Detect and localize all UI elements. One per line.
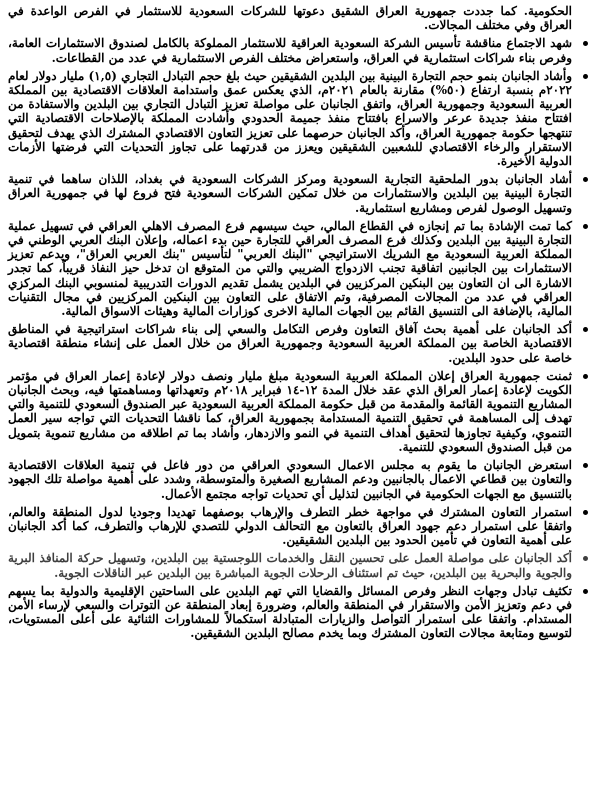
bullet-icon [583, 374, 588, 379]
list-item [8, 584, 592, 641]
bullet-icon [583, 224, 588, 229]
list-item-text: شهد الاجتماع مناقشة تأسيس الشركة السعودية العراقية للاستثمار المملوكة بالكامل لصندوق الاستثمارات العامة، وفرص بناء شراكات استثمارية في العراق، واستعراض مختلف الفرص الاستثمارية في عدد من القطاعات. [8, 36, 572, 65]
bullet-icon [583, 556, 588, 561]
list-item-text: أكد الجانبان على مواصلة العمل على تحسين النقل والخدمات اللوجستية بين البلدين، وتسهيل حركة المنافذ البرية والجوية والبحرية بين البلدين، حيث تم استئناف الرحلات الجوية المباشرة بين البلدين عبر الناقلات الجوية. [8, 551, 572, 580]
list-item-text: ثمنت جمهورية العراق إعلان المملكة العربية السعودية مبلغ مليار ونصف دولار لإعادة إعمار العراق في مؤتمر الكويت لإعادة إعمار العراق الذي عقد خلال المدة ١٢-١٤ فبراير ٢٠١٨م وتعهداتها ومساهمتها فيه، وبحث الجانبان المشاريع التنموية القائمة والمقدمة من قبل حكومة المملكة العربية السعودية عبر الصندوق السعودي للتنمية والتي تهدف إلى المساهمة في تحقيق التنمية المستدامة بجمهورية العراق، كما ناقشا التحديات التي تواجه سير العمل التنموي، وكيفية تجاوزها لتحقيق أهداف التنمية في النمو والازدهار، وأشاد بما تم اطلاقه من مشاريع تنموية بتمويل من قبل الصندوق السعودي للتنمية. [8, 368, 572, 454]
list-item [8, 36, 592, 64]
list-item [8, 505, 592, 548]
list-item [8, 551, 592, 579]
list-item-text: أكد الجانبان على أهمية بحث آفاق التعاون وفرص التكامل والسعي إلى بناء شراكات استراتيجية في المناطق الاقتصادية الخاصة بين المملكة العربية السعودية وجمهورية العراق من خلال العمل على إنشاء منطقة اقتصادية خاصة على حدود البلدين. [8, 322, 572, 365]
list-item [8, 369, 592, 454]
list-item [8, 219, 592, 318]
bullet-icon [583, 510, 588, 515]
bullet-icon [583, 74, 588, 79]
list-item [8, 322, 592, 365]
list-item [8, 69, 592, 168]
list-item-text: أشاد الجانبان بدور الملحقية التجارية السعودية ومركز الشركات السعودية في بغداد، اللذان ساهما في تنمية التجارة البينية بين البلدين والاستثمارات من خلال تمكين الشركات السعودية فتح فروع لها في جمهورية العراق وتسهيل الوصول لفرص ومشاريع استثمارية. [8, 172, 572, 215]
intro-paragraph: الحكومية. كما جددت جمهورية العراق الشقيق دعوتها للشركات السعودية للاستثمار في الفرص الواعدة في العراق وفي مختلف المجالات. [8, 4, 572, 33]
bullet-icon [583, 589, 588, 594]
bullet-icon [583, 177, 588, 182]
bullet-icon [583, 41, 588, 46]
list-item-text: كما تمت الإشادة بما تم إنجازه في القطاع المالي، حيث سيسهم فرع المصرف الاهلي العراقي في تسهيل عملية التجارة البينية بين البلدين وكذلك فرع المصرف العراقي للتجارة حين بدء اعماله، وإعلان البنك العربي الوطني في المملكة العربية السعودية مع الشريك الاستراتيجي "البنك العربي" لتأسيس "بنك العربي العراق"، ويدعم تعزيز الاستثمارات بين الجانبين اتفاقية تجنب الازدواج الضريبي والتي من المتوقع ان تدخل حيز النفاذ قريباً، كما تجدر الاشارة الى ان التعاون بين البنكين المركزيين في البلدين يشمل تقديم الدورات التدريبية لمنسوبي البنك المركزي العراقي في عدد من المجالات المصرفية، وتم الاتفاق على التعاون بين البنكين المركزيين في مجال التقنيات المالية، بالإضافة الى التنسيق القائم بين الجهات المالية الاخرى كوزارات المالية وهيئات الاسواق المالية. [8, 218, 572, 319]
list-item [8, 458, 592, 501]
bullet-icon [583, 327, 588, 332]
bullet-icon [583, 463, 588, 468]
list-item [8, 172, 592, 215]
list-item-text: تكثيف تبادل وجهات النظر وفرص المسائل والقضايا التي تهم البلدين على الساحتين الإقليمية والدولية بما يسهم في دعم وتعزيز الأمن والاستقرار في المنطقة والعالم، وضرورة إبعاد المنطقة عن التوترات والسعي لإرساء الأمن المستدام. واتفقا على استمرار التواصل والزيارات المتبادلة استكمالاً للمشاورات الثنائية على أعلى المستويات، لتوسيع ومتابعة مجالات التعاون المشترك وبما يخدم مصالح البلدين الشقيقين. [8, 583, 572, 641]
list-item-text: استمرار التعاون المشترك في مواجهة خطر التطرف والإرهاب بوصفهما تهديدا وجوديا لدول المنطقة والعالم، واتفقا على استمرار دعم جهود العراق بالتعاون مع التحالف الدولي للتصدي للإرهاب والتطرف، كما أكد الجانبان على أهمية التعاون في تأمين الحدود بين البلدين الشقيقين. [8, 504, 572, 548]
list-item-text: استعرض الجانبان ما يقوم به مجلس الاعمال السعودي العراقي من دور فاعل في تنمية العلاقات الاقتصادية والتعاون بين قطاعي الاعمال بالجانبين ودعم المشاريع الصغيرة والمتوسطة، وشدد على أهمية مواصلة تلك الجهود بالتنسيق مع الجهات الحكومية في الجانبين لتذليل أي تحديات تواجه مجتمع الأعمال. [8, 458, 572, 501]
list-item-text: وأشاد الجانبان بنمو حجم التجارة البينية بين البلدين الشقيقين حيث بلغ حجم التبادل التجاري (١,٥) مليار دولار لعام ٢٠٢٢م بنسبة ارتفاع (٥٠%) مقارنة بالعام ٢٠٢١م، الذي يعكس عمق واستدامة العلاقات الاقتصادية بين المملكة العربية السعودية وجمهورية العراق، واتفق الجانبان على مواصلة تعزيز التبادل التجاري بين البلدين والاستفادة من افتتاح منفذ جديدة عرعر والاسراع بافتتاح منفذ جميمة الحدودي وأشادت المملكة بالإصلاحات الاقتصادية التي تنتهجها حكومة جمهورية العراق، وأكد الجانبان حرصهما على تعزيز التعاون الاقتصادي المشترك الذي يهدف لتحقيق الاستقرار والرخاء الاقتصادي للشعبين الشقيقين ويعزز من قدرتهما على تجاوز التحديات التي فرضتها الأزمات الدولية الأخيرة. [8, 68, 572, 169]
